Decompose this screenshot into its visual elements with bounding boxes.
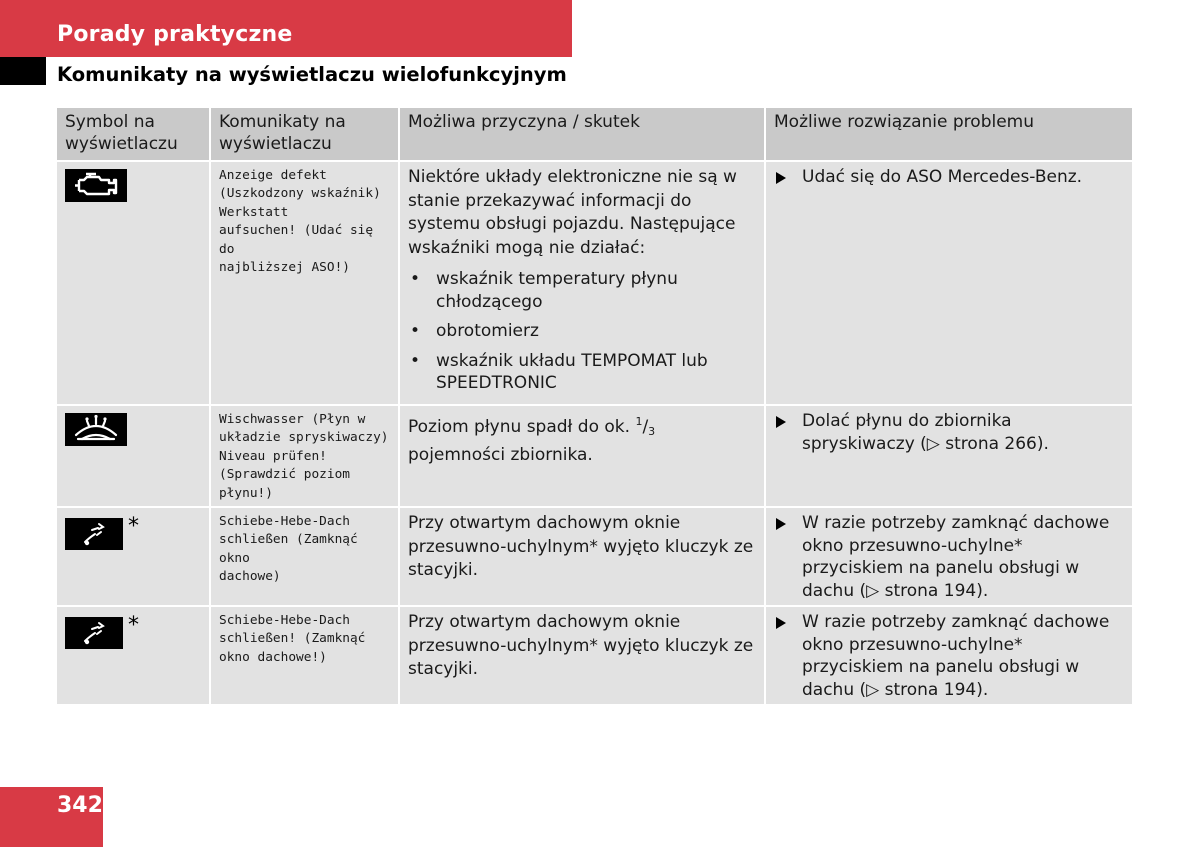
message-cell	[211, 406, 398, 506]
solution-action	[774, 410, 1124, 455]
solution-action	[774, 512, 1124, 602]
footnote-asterisk: *	[128, 613, 139, 638]
message-cell	[211, 162, 398, 404]
cause-cell	[400, 607, 764, 704]
arrow-right-icon	[776, 617, 786, 629]
messages-table	[57, 108, 1132, 706]
solution-action	[774, 611, 1124, 701]
section-marker	[0, 57, 46, 85]
column-header: Możliwa przyczyna / skutek	[400, 108, 764, 160]
cause-cell	[400, 406, 764, 506]
page-header-title: Porady praktyczne	[57, 22, 293, 47]
arrow-right-icon	[776, 518, 786, 530]
fraction: $^1/_3$	[635, 415, 656, 438]
table-header-row	[57, 108, 1132, 160]
solution-cell	[766, 508, 1132, 605]
arrow-right-icon	[776, 416, 786, 428]
solution-cell	[766, 162, 1132, 404]
list-item: • obrotomierz	[408, 320, 756, 343]
solution-action	[774, 166, 1124, 189]
column-header: Komunikaty na wyświetlaczu	[211, 108, 398, 160]
display-message: Schiebe-Hebe-Dach schließen! (Zamknąć okno dachowe!)	[219, 613, 366, 665]
cause-text: Niektóre układy elektroniczne nie są w stanie przekazywać informacji do systemu obsługi pojazdu. Następujące wskaźniki mogą nie działać:	[408, 167, 737, 258]
message-cell	[211, 508, 398, 605]
column-header: Możliwe rozwiązanie problemu	[766, 108, 1132, 160]
column-header: Symbol na wyświetlaczu	[57, 108, 209, 160]
table-row	[57, 406, 1132, 506]
sunroof-icon	[65, 514, 139, 550]
message-cell	[211, 607, 398, 704]
display-message: Wischwasser (Płyn w układzie spryskiwaczy) Niveau prüfen! (Sprawdzić poziom płynu!)	[219, 412, 389, 501]
solution-text: Dolać płynu do zbiornika spryskiwaczy (▷ strona 266).	[802, 411, 1049, 454]
page-number: 342	[57, 793, 103, 818]
table-row	[57, 162, 1132, 404]
solution-cell	[766, 607, 1132, 704]
section-title: Komunikaty na wyświetlaczu wielofunkcyjnym	[57, 63, 567, 86]
solution-text: W razie potrzeby zamknąć dachowe okno przesuwno-uchylne* przyciskiem na panelu obsługi w dachu (▷ strona 194).	[802, 513, 1110, 601]
washer-fluid-icon	[65, 413, 127, 446]
solution-text: W razie potrzeby zamknąć dachowe okno przesuwno-uchylne* przyciskiem na panelu obsługi w dachu (▷ strona 194).	[802, 612, 1110, 700]
cause-text: Poziom płynu spadł do ok. $^1/_3$ pojemności zbiornika.	[408, 415, 656, 465]
cause-text: Przy otwartym dachowym oknie przesuwno-uchylnym* wyjęto kluczyk ze stacyjki.	[408, 612, 754, 679]
list-item: • wskaźnik temperatury płynu chłodzącego	[408, 268, 756, 313]
solution-cell	[766, 406, 1132, 506]
symbol-cell	[57, 162, 209, 404]
display-message: Anzeige defekt (Uszkodzony wskaźnik) Werkstatt aufsuchen! (Udać się do najbliższej ASO!)	[219, 168, 381, 276]
table-row	[57, 607, 1132, 704]
cause-cell	[400, 508, 764, 605]
table-row	[57, 508, 1132, 605]
sunroof-icon	[65, 613, 139, 649]
symbol-cell	[57, 508, 209, 605]
engine-icon	[65, 169, 127, 202]
symbol-cell	[57, 406, 209, 506]
footnote-asterisk: *	[128, 514, 139, 539]
cause-cell	[400, 162, 764, 404]
arrow-right-icon	[776, 172, 786, 184]
solution-text: Udać się do ASO Mercedes-Benz.	[802, 167, 1083, 187]
list-item: • wskaźnik układu TEMPOMAT lub SPEEDTRONIC	[408, 350, 756, 395]
display-message: Schiebe-Hebe-Dach schließen (Zamknąć okno dachowe)	[219, 514, 358, 585]
cause-text: Przy otwartym dachowym oknie przesuwno-uchylnym* wyjęto kluczyk ze stacyjki.	[408, 513, 754, 580]
symbol-cell	[57, 607, 209, 704]
cause-bullet-list	[408, 268, 756, 395]
